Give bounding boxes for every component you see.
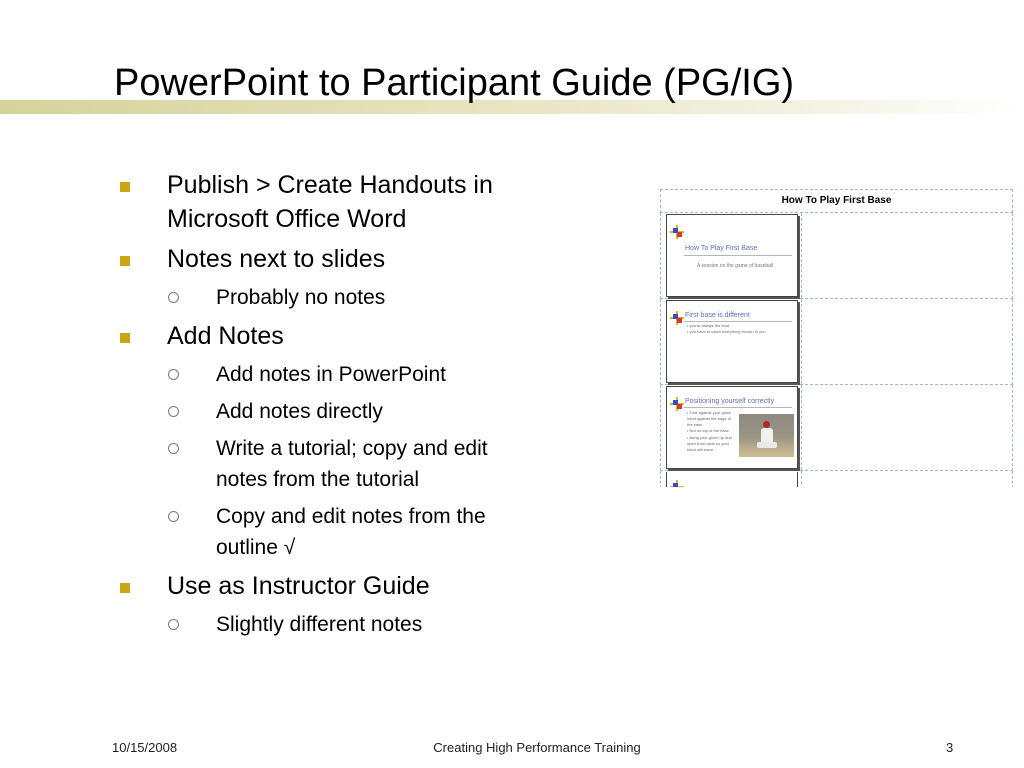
circle-bullet-icon (168, 292, 179, 303)
thumbnail-subtitle: A session on the game of baseball (697, 263, 774, 269)
bullet-item (118, 242, 538, 276)
footer-title: Creating High Performance Training (433, 740, 641, 755)
bullet-text: Publish > Create Handouts in Microsoft Office Word (167, 171, 493, 233)
thumbnail-title: How To Play First Base (685, 245, 758, 252)
square-bullet-icon (120, 333, 130, 343)
sub-bullet-item (118, 396, 538, 427)
sub-bullet-item (118, 433, 538, 495)
sub-bullet-item (118, 282, 538, 313)
sub-bullet-item (118, 501, 538, 563)
slide-logo-icon (670, 480, 684, 487)
slide-logo-icon (670, 397, 684, 411)
thumbnail-line: • Not on top of the base (687, 428, 729, 433)
circle-bullet-icon (168, 511, 179, 522)
circle-bullet-icon (168, 406, 179, 417)
bullet-item (118, 319, 538, 353)
circle-bullet-icon (168, 369, 179, 380)
baseball-player-photo (739, 414, 794, 457)
sub-bullet-text: Slightly different notes (216, 613, 423, 636)
bullet-text: Use as Instructor Guide (167, 572, 430, 600)
thumbnail-line: • you're always the lead (687, 323, 729, 328)
word-handout-screenshot (660, 189, 1013, 487)
column-divider (801, 299, 802, 384)
bullet-item (118, 569, 538, 603)
handout-row (660, 213, 1013, 299)
thumbnail-line: • Foot against your glove hand against the edge of the base (687, 410, 732, 427)
slide-title: PowerPoint to Participant Guide (PG/IG) (114, 62, 795, 104)
bullet-item (118, 168, 538, 236)
square-bullet-icon (120, 182, 130, 192)
bullet-text: Add Notes (167, 322, 284, 350)
sub-bullet-text: Write a tutorial; copy and edit notes from the tutorial (216, 437, 488, 491)
slide-thumbnail (666, 300, 798, 383)
thumbnail-title: Positioning yourself correctly (685, 398, 775, 405)
column-divider (801, 471, 802, 487)
sub-bullet-item (118, 609, 538, 640)
slide-logo-icon (670, 311, 684, 325)
slide-thumbnail (666, 386, 798, 469)
thumbnail-line: • Bring your glove up and open if set wide so your hand will show (687, 435, 732, 452)
slide-thumbnail-partial (666, 472, 798, 487)
footer-page-number: 3 (946, 740, 954, 755)
sub-bullet-text: Copy and edit notes from the outline √ (216, 505, 486, 559)
square-bullet-icon (120, 256, 130, 266)
sub-bullet-text: Probably no notes (216, 286, 386, 309)
handout-row (660, 385, 1013, 471)
handout-row (660, 299, 1013, 385)
bullet-text: Notes next to slides (167, 245, 386, 273)
thumbnail-rule (684, 321, 792, 322)
handout-row (660, 471, 1013, 487)
thumbnail-line: • you have to catch everything thrown to you (687, 329, 766, 334)
circle-bullet-icon (168, 443, 179, 454)
sub-bullet-text: Add notes directly (216, 400, 383, 423)
handout-header: How To Play First Base (660, 189, 1013, 213)
bullet-list (118, 168, 538, 646)
thumbnail-rule (684, 255, 792, 256)
thumbnail-title: First base is different (685, 312, 750, 319)
sub-bullet-text: Add notes in PowerPoint (216, 363, 446, 386)
footer-date: 10/15/2008 (112, 740, 178, 755)
column-divider (801, 385, 802, 470)
thumbnail-rule (684, 407, 792, 408)
circle-bullet-icon (168, 619, 179, 630)
column-divider (801, 213, 802, 298)
sub-bullet-item (118, 359, 538, 390)
square-bullet-icon (120, 583, 130, 593)
slide-thumbnail (666, 214, 798, 297)
slide-logo-icon (670, 225, 684, 239)
